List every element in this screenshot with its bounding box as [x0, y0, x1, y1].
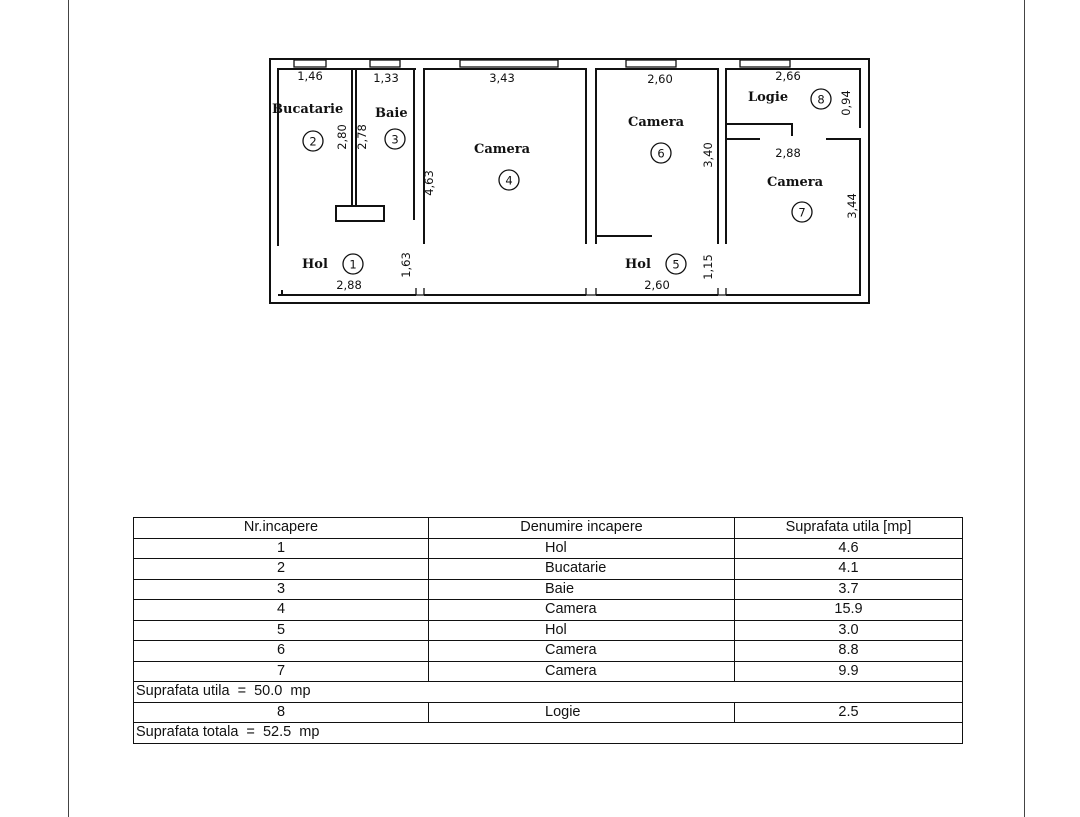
wall-stub-2 [586, 288, 596, 295]
room-number-5: 5 [672, 257, 680, 272]
cell-nr: 6 [134, 641, 429, 662]
header-area: Suprafata utila [mp] [735, 518, 963, 539]
dim-camera4-depth: 4,63 [422, 170, 436, 196]
header-nr: Nr.incapere [134, 518, 429, 539]
room-number-badge [343, 254, 363, 274]
grand-total: Suprafata totala = 52.5 mp [134, 723, 963, 744]
room-label-camera6: Camera [628, 115, 685, 130]
dim-camera7-width: 2,88 [775, 146, 801, 160]
room-number-badge [666, 254, 686, 274]
floor-plan [0, 0, 1080, 320]
room-number-1: 1 [349, 257, 357, 272]
dim-hol5-width: 2,60 [644, 278, 670, 292]
cell-area: 9.9 [735, 661, 963, 682]
cell-name: Hol [429, 538, 735, 559]
dim-camera6-depth: 3,40 [701, 142, 715, 168]
table-row [134, 538, 963, 559]
cell-nr: 4 [134, 600, 429, 621]
cell-area: 15.9 [735, 600, 963, 621]
cell-name: Camera [429, 641, 735, 662]
cell-nr: 7 [134, 661, 429, 682]
dim-bucatarie-depth: 2,80 [335, 124, 349, 150]
table-header-row [134, 518, 963, 539]
rooms-area-table [133, 517, 963, 744]
room-number-6: 6 [657, 146, 665, 161]
cell-name: Camera [429, 661, 735, 682]
inner-wall-top-left [278, 69, 416, 246]
dim-hol5-depth: 1,15 [701, 254, 715, 280]
window-camera6 [626, 60, 676, 67]
table-row [134, 641, 963, 662]
room-number-2: 2 [309, 134, 317, 149]
room-label-camera7: Camera [767, 175, 824, 190]
cell-nr: 2 [134, 559, 429, 580]
cell-name: Logie [429, 702, 735, 723]
wall-logie-inner [726, 124, 792, 136]
dim-camera7-depth: 3,44 [845, 193, 859, 219]
room-label-camera4: Camera [474, 142, 531, 157]
room-number-badge [499, 170, 519, 190]
cell-area: 4.1 [735, 559, 963, 580]
room-number-badge [303, 131, 323, 151]
header-name: Denumire incapere [429, 518, 735, 539]
room-label-hol5: Hol [625, 257, 651, 272]
cell-nr: 3 [134, 579, 429, 600]
dim-baie-width: 1,33 [373, 71, 399, 85]
cell-nr: 5 [134, 620, 429, 641]
window-logie [740, 60, 790, 67]
grand-total-row [134, 723, 963, 744]
dim-logie-width: 2,66 [775, 69, 801, 83]
table-row [134, 559, 963, 580]
cell-name: Bucatarie [429, 559, 735, 580]
cell-name: Camera [429, 600, 735, 621]
wall-stub-3 [718, 288, 726, 295]
room-number-badge [792, 202, 812, 222]
window-bucatarie [294, 60, 326, 67]
table-row [134, 702, 963, 723]
cell-name: Hol [429, 620, 735, 641]
room-label-logie: Logie [748, 90, 789, 105]
room-number-3: 3 [391, 132, 399, 147]
baie-fixture [336, 206, 384, 221]
useful-total: Suprafata utila = 50.0 mp [134, 682, 963, 703]
dim-camera6-width: 2,60 [647, 72, 673, 86]
cell-nr: 8 [134, 702, 429, 723]
cell-area: 4.6 [735, 538, 963, 559]
cell-name: Baie [429, 579, 735, 600]
table-row [134, 600, 963, 621]
room-number-badge [811, 89, 831, 109]
useful-total-row [134, 682, 963, 703]
cell-nr: 1 [134, 538, 429, 559]
room-number-badge [651, 143, 671, 163]
dim-logie-depth: 0,94 [839, 90, 853, 116]
room-number-8: 8 [817, 92, 825, 107]
wall-bottom-left [278, 290, 282, 295]
room-number-7: 7 [798, 205, 806, 220]
dim-hol1-width: 2,88 [336, 278, 362, 292]
window-camera4 [460, 60, 558, 67]
window-baie [370, 60, 400, 67]
wall-stub-1 [416, 288, 424, 295]
dim-bucatarie-width: 1,46 [297, 69, 323, 83]
cell-area: 8.8 [735, 641, 963, 662]
table-row [134, 620, 963, 641]
cell-area: 3.7 [735, 579, 963, 600]
room-label-bucatarie: Bucatarie [272, 102, 344, 117]
table-row [134, 579, 963, 600]
room-number-4: 4 [505, 173, 513, 188]
dim-baie-depth: 2,78 [355, 124, 369, 150]
cell-area: 2.5 [735, 702, 963, 723]
dim-camera4-width: 3,43 [489, 71, 515, 85]
room-label-baie: Baie [375, 106, 408, 121]
room-label-hol1: Hol [302, 257, 328, 272]
dim-hol1-depth: 1,63 [399, 252, 413, 278]
cell-area: 3.0 [735, 620, 963, 641]
room-number-badge [385, 129, 405, 149]
table-row [134, 661, 963, 682]
